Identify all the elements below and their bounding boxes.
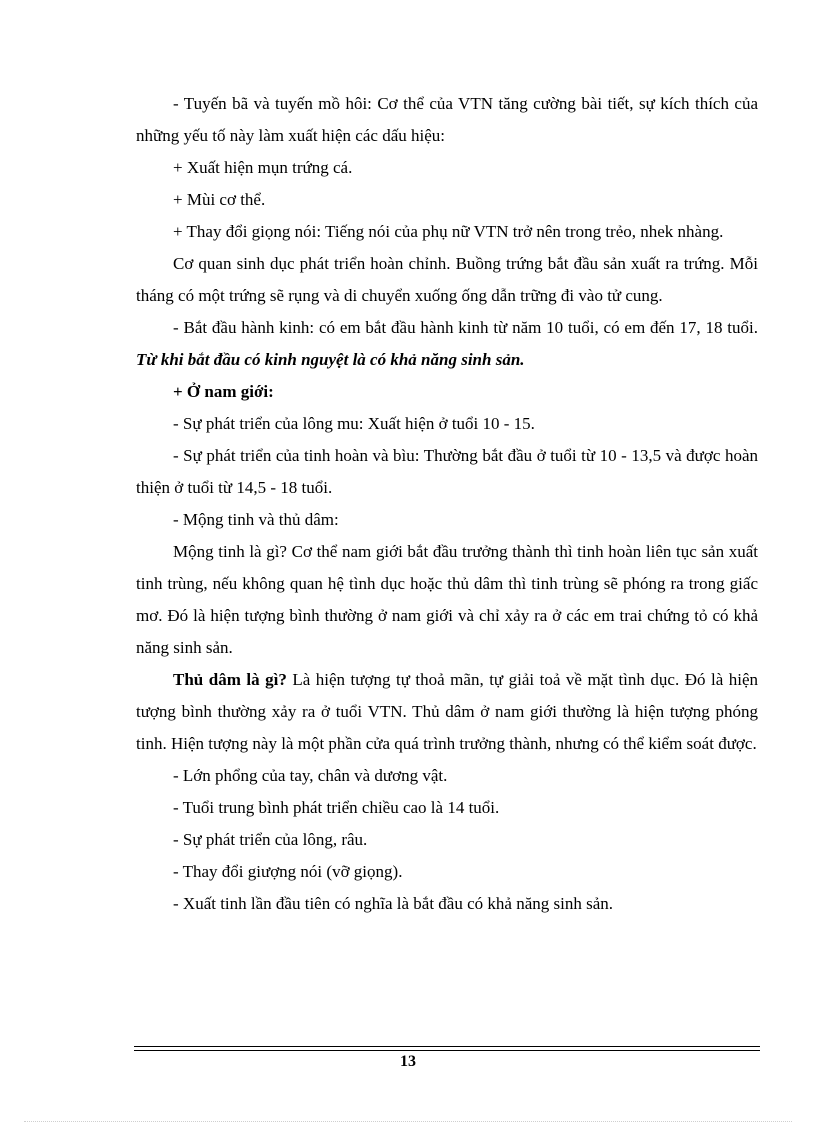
section-heading-male: + Ở nam giới:: [173, 382, 274, 401]
paragraph: Mộng tinh là gì? Cơ thể nam giới bắt đầu trưởng thành thì tinh hoàn liên tục sản xuất tinh trùng, nếu không quan hệ tình dục hoặc thủ dâm thì tinh trùng sẽ phóng ra trong giấc mơ. Đó là hiện tượng bình thường ở nam giới và chỉ xảy ra ở các em trai chứng tỏ có khả năng sinh sản.: [136, 542, 758, 657]
paragraph-text: Là hiện tượng tự thoả mãn, tự giải toả về mặt tình dục. Đó là hiện tượng bình thường xảy ra ở tuổi VTN. Thủ dâm ở nam giới thường là hiện tượng phóng tinh. Hiện tượng này là một phần cửa quá trình trưởng thành, nhưng có thể kiểm soát được.: [136, 670, 759, 753]
paragraph: - Sự phát triển của tinh hoàn và bìu: Thường bắt đầu ở tuổi từ 10 - 13,5 và được hoàn thiện ở tuổi từ 14,5 - 18 tuổi.: [136, 446, 758, 497]
paragraph: - Thay đổi giượng nói (vỡ giọng).: [173, 862, 403, 881]
paragraph: + Thay đổi giọng nói: Tiếng nói của phụ nữ VTN trở nên trong trẻo, nhek nhàng.: [173, 222, 724, 241]
paragraph-menstruation: [136, 312, 758, 376]
page-number: 13: [400, 1053, 416, 1070]
paragraph: - Sự phát triển của lông, râu.: [173, 830, 368, 849]
paragraph: + Mùi cơ thể.: [173, 190, 266, 209]
paragraph: - Tuyến bã và tuyến mồ hôi: Cơ thể của VTN tăng cường bài tiết, sự kích thích của những yếu tố này làm xuất hiện các dấu hiệu:: [136, 94, 758, 145]
emphasis-text: Từ khi bắt đầu có kinh nguyệt là có khả năng sinh sản.: [136, 350, 525, 369]
paragraph-text: - Bắt đầu hành kinh: có em bắt đầu hành kinh từ năm 10 tuổi, có em đến 17, 18 tuổi.: [173, 318, 758, 337]
paragraph: - Mộng tinh và thủ dâm:: [173, 510, 339, 529]
page-edge: [24, 1121, 792, 1122]
paragraph: - Lớn phổng của tay, chân và dương vật.: [173, 766, 448, 785]
paragraph: Cơ quan sinh dục phát triển hoàn chỉnh. Buồng trứng bắt đầu sản xuất ra trứng. Mỗi tháng có một trứng sẽ rụng và di chuyển xuống ống dẫn trững đi vào tử cung.: [136, 254, 758, 305]
paragraph: - Tuổi trung bình phát triển chiều cao là 14 tuổi.: [173, 798, 500, 817]
lead-question: Thủ dâm là gì?: [173, 670, 287, 689]
paragraph: - Xuất tinh lần đầu tiên có nghĩa là bắt đầu có khả năng sinh sản.: [173, 894, 613, 913]
document-body: [136, 88, 758, 920]
paragraph: - Sự phát triển của lông mu: Xuất hiện ở tuổi 10 - 15.: [173, 414, 535, 433]
paragraph-masturbation: [136, 664, 758, 760]
paragraph: + Xuất hiện mụn trứng cá.: [173, 158, 353, 177]
